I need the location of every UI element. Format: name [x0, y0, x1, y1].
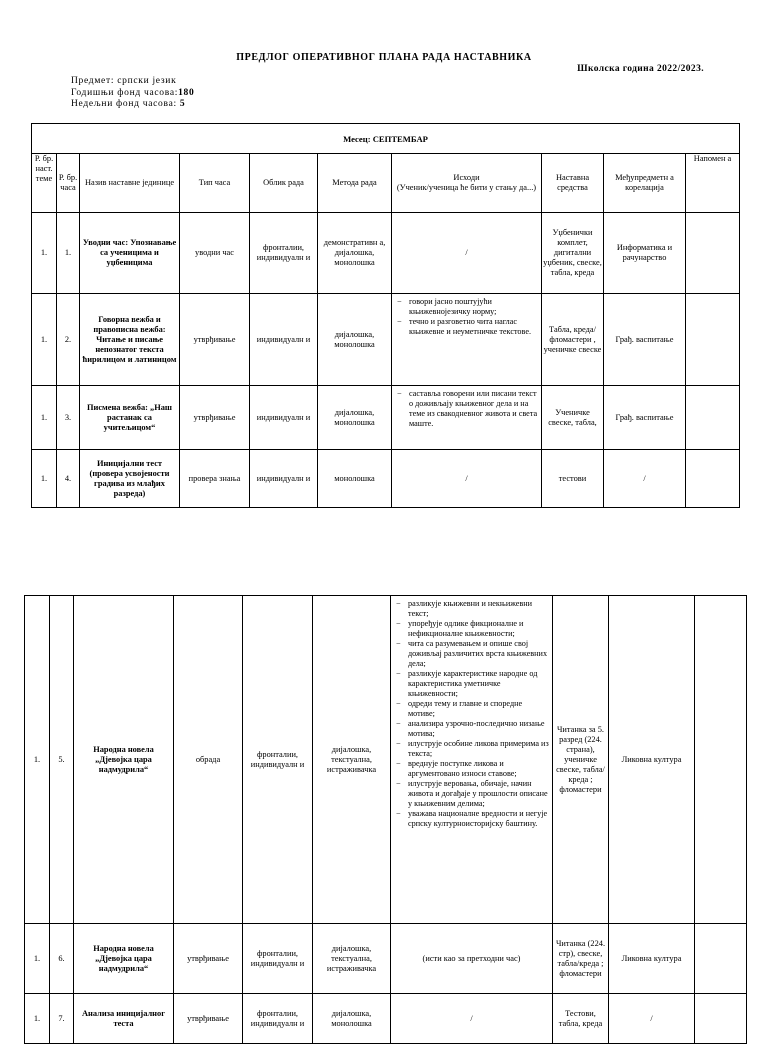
outcome-item: − говори јасно поштујући књижевнојезичку норму; [397, 297, 538, 317]
form-cell: индивидуалн и [250, 386, 318, 450]
outcomes-list [393, 389, 540, 429]
plan-row [32, 294, 740, 386]
plan-meta [71, 76, 194, 111]
theme-cell: 1. [32, 294, 57, 386]
type-cell: утврђивање [180, 386, 250, 450]
plan-table-september [31, 123, 740, 508]
plan-row [25, 924, 747, 994]
method-cell: дијалошка, монолошка [313, 994, 391, 1044]
outcome-item: − уважава националне вредности и негује српску културноисторијску баштину. [396, 809, 549, 829]
means-cell: Табла, креда/ фломастери , ученичке свеске [542, 294, 604, 386]
means-cell: Читанка за 5. разред (224. страна), ученичке свеске, табла/креда ; фломастери [553, 596, 609, 924]
outcomes-cell: / [392, 450, 542, 508]
column-header-1: Р. бр. наст. теме [32, 154, 57, 213]
plan-row [32, 386, 740, 450]
corr-cell: Информатика и рачунарство [604, 213, 686, 294]
outcome-item: − илуструје веровања, обичаје, начин живота и догађаје у прошлости описане у књижевним делима; [396, 779, 549, 809]
theme-cell: 1. [32, 213, 57, 294]
plan-table-continued [24, 595, 747, 1044]
form-cell: фронталии, индивидуалн и [243, 596, 313, 924]
column-header-3: Назив наставне јединице [80, 154, 180, 213]
type-cell: провера знања [180, 450, 250, 508]
corr-cell: / [609, 994, 695, 1044]
outcomes-cell: (исти као за претходни час) [391, 924, 553, 994]
weekly-fund-line [71, 99, 194, 111]
corr-cell: Грађ. васпитање [604, 294, 686, 386]
outcomes-cell [391, 596, 553, 924]
theme-cell: 1. [32, 386, 57, 450]
theme-cell: 1. [25, 924, 50, 994]
means-cell: Ученичке свеске, табла, [542, 386, 604, 450]
form-cell: индивидуалн и [250, 450, 318, 508]
means-cell: Уџбенички комплет, дигитални уџбеник, свеске, табла, креда [542, 213, 604, 294]
outcome-item: − саставља говорени или писани текст о доживљају књижевног дела и на теме из свакодневног живота и света маште. [397, 389, 538, 429]
num-cell: 1. [57, 213, 80, 294]
column-header-8: Наставна средства [542, 154, 604, 213]
unit-cell: Уводни час: Упознавање са ученицима и уџбеницима [80, 213, 180, 294]
form-cell: фронталии, индивидуалн и [250, 213, 318, 294]
theme-cell: 1. [25, 596, 50, 924]
num-cell: 2. [57, 294, 80, 386]
corr-cell: Грађ. васпитање [604, 386, 686, 450]
outcomes-cell: / [391, 994, 553, 1044]
num-cell: 6. [50, 924, 74, 994]
plan-row [32, 213, 740, 294]
column-header-2: Р. бр. часа [57, 154, 80, 213]
method-cell: дијалошка, монолошка [318, 386, 392, 450]
column-header-6: Метода рада [318, 154, 392, 213]
weekly-fund-label: Недељни фонд часова: [71, 99, 177, 109]
form-cell: фронталии, индивидуалн и [243, 924, 313, 994]
annual-fund-value: 180 [178, 87, 195, 98]
unit-cell: Говорна вежба и правописна вежба: Читање и писање непознатог текста ћирилицом и латиницом [80, 294, 180, 386]
outcomes-cell [392, 294, 542, 386]
outcome-item: − течно и разговетно чита наглас књижевне и неуметничке текстове. [397, 317, 538, 337]
school-year: Школска година 2022/2023. [577, 64, 704, 74]
note-cell [695, 596, 747, 924]
type-cell: уводни час [180, 213, 250, 294]
type-cell: утврђивање [174, 994, 243, 1044]
column-header-10: Напомен а [686, 154, 740, 213]
subject-line: Предмет: српски језик [71, 76, 177, 86]
outcome-item: − илуструје особине ликова примерима из текста; [396, 739, 549, 759]
corr-cell: / [604, 450, 686, 508]
column-header-7: Исходи (Ученик/ученица ће бити у стању да...) [392, 154, 542, 213]
column-header-row [32, 154, 740, 213]
outcomes-list [393, 297, 540, 337]
outcomes-list [392, 599, 551, 829]
corr-cell: Ликовна култура [609, 924, 695, 994]
note-cell [686, 294, 740, 386]
unit-cell: Народна новела „Дјевојка цара надмудрила“ [74, 924, 174, 994]
document-title: ПРЕДЛОГ ОПЕРАТИВНОГ ПЛАНА РАДА НАСТАВНИКА [236, 52, 532, 63]
column-header-5: Облик рада [250, 154, 318, 213]
outcome-item: − вреднује поступке ликова и аргументовано износи ставове; [396, 759, 549, 779]
form-cell: индивидуалн и [250, 294, 318, 386]
unit-cell: Иницијални тест (провера усвојености градива из млађих разреда) [80, 450, 180, 508]
type-cell: утврђивање [174, 924, 243, 994]
unit-cell: Анализа иницијалног теста [74, 994, 174, 1044]
annual-fund-label: Годишњи фонд часова: [71, 87, 179, 98]
method-cell: дијалошка, текстуална, истраживачка [313, 924, 391, 994]
note-cell [686, 450, 740, 508]
num-cell: 4. [57, 450, 80, 508]
num-cell: 7. [50, 994, 74, 1044]
num-cell: 5. [50, 596, 74, 924]
column-header-4: Тип часа [180, 154, 250, 213]
unit-cell: Народна новела „Дјевојка цара надмудрила“ [74, 596, 174, 924]
plan-row [25, 994, 747, 1044]
theme-cell: 1. [32, 450, 57, 508]
means-cell: Тестови, табла, креда [553, 994, 609, 1044]
method-cell: демонстративн а, дијалошка, монолошка [318, 213, 392, 294]
outcome-item: − анализира узрочно-последично низање мотива; [396, 719, 549, 739]
note-cell [695, 924, 747, 994]
num-cell: 3. [57, 386, 80, 450]
outcome-item: − одреди тему и главне и споредне мотиве; [396, 699, 549, 719]
plan-row [25, 596, 747, 924]
month-header: Месец: СЕПТЕМБАР [32, 124, 740, 154]
note-cell [686, 213, 740, 294]
outcome-item: − упоређује одлике фикционалне и нефикционалне књижевности; [396, 619, 549, 639]
note-cell [695, 994, 747, 1044]
type-cell: обрада [174, 596, 243, 924]
theme-cell: 1. [25, 994, 50, 1044]
unit-cell: Писмена вежба: „Наш растанак са учитељицом“ [80, 386, 180, 450]
weekly-fund-value: 5 [179, 99, 186, 109]
form-cell: фронталии, индивидуалн и [243, 994, 313, 1044]
plan-rows-continued [25, 596, 747, 1044]
method-cell: дијалошка, текстуална, истраживачка [313, 596, 391, 924]
type-cell: утврђивање [180, 294, 250, 386]
means-cell: Читанка (224. стр), свеске, табла/креда ; фломастери [553, 924, 609, 994]
column-header-9: Међупредметн а корелација [604, 154, 686, 213]
annual-fund-line [71, 88, 194, 100]
outcome-item: − чита са разумевањем и опише свој доживљај различитих врста књижевних дела; [396, 639, 549, 669]
method-cell: монолошка [318, 450, 392, 508]
plan-rows [32, 213, 740, 508]
outcomes-cell: / [392, 213, 542, 294]
means-cell: тестови [542, 450, 604, 508]
note-cell [686, 386, 740, 450]
method-cell: дијалошка, монолошка [318, 294, 392, 386]
outcome-item: − разликује књижевни и некњижевни текст; [396, 599, 549, 619]
corr-cell: Ликовна култура [609, 596, 695, 924]
outcomes-cell [392, 386, 542, 450]
outcome-item: − разликује карактеристике народне од карактеристика уметничке књижевности; [396, 669, 549, 699]
plan-row [32, 450, 740, 508]
